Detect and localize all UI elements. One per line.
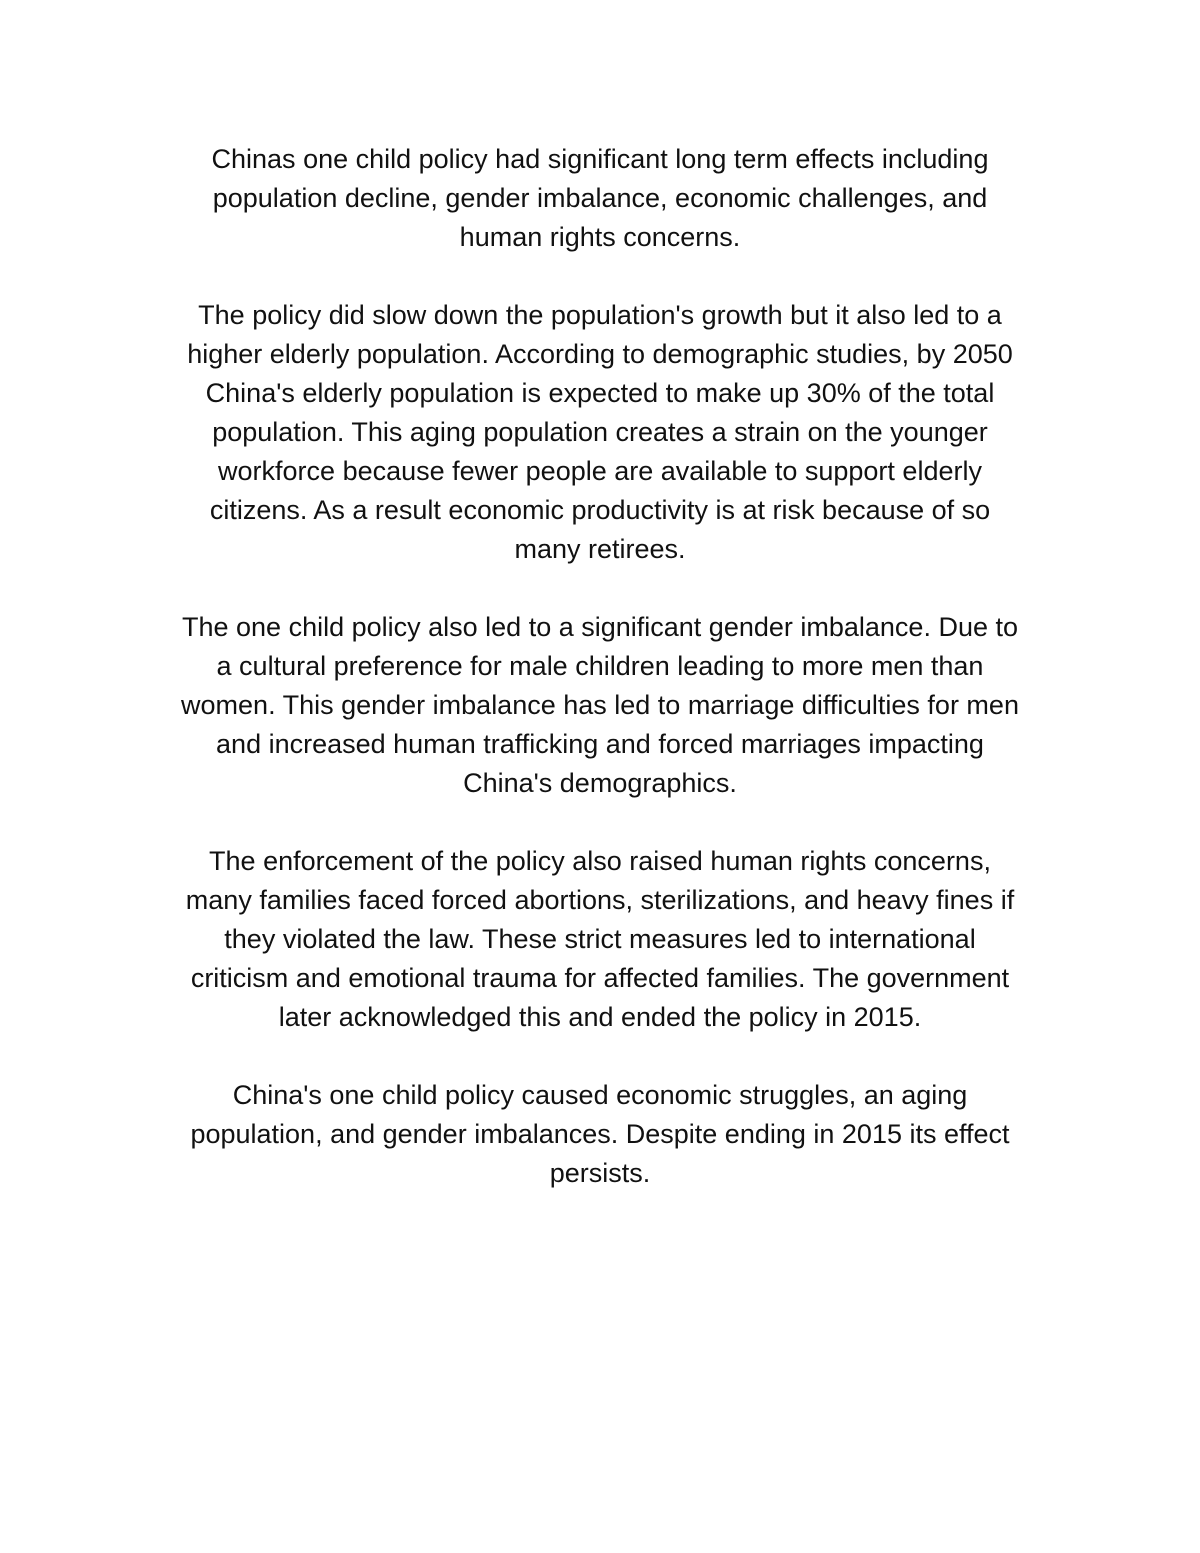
text-line: a cultural preference for male children leading to more men than bbox=[216, 651, 984, 681]
document-body bbox=[130, 140, 1070, 1232]
text-line: later acknowledged this and ended the policy in 2015. bbox=[278, 1002, 922, 1032]
text-line: workforce because fewer people are available to support elderly bbox=[218, 456, 982, 486]
text-line: and increased human trafficking and forced marriages impacting bbox=[216, 729, 984, 759]
paragraph-intro bbox=[130, 140, 1070, 257]
text-line: they violated the law. These strict measures led to international bbox=[224, 924, 976, 954]
paragraph-aging-population bbox=[130, 296, 1070, 569]
text-line: persists. bbox=[549, 1158, 651, 1188]
text-line: The policy did slow down the population's growth but it also led to a bbox=[198, 300, 1002, 330]
paragraph-human-rights bbox=[130, 842, 1070, 1037]
text-line: China's demographics. bbox=[463, 768, 737, 798]
text-line: population decline, gender imbalance, economic challenges, and bbox=[212, 183, 988, 213]
text-line: The one child policy also led to a significant gender imbalance. Due to bbox=[182, 612, 1018, 642]
text-line: human rights concerns. bbox=[459, 222, 741, 252]
text-line: criticism and emotional trauma for affected families. The government bbox=[190, 963, 1010, 993]
text-line: many retirees. bbox=[514, 534, 686, 564]
text-line: population. This aging population creates a strain on the younger bbox=[212, 417, 988, 447]
text-line: women. This gender imbalance has led to marriage difficulties for men bbox=[181, 690, 1019, 720]
text-line: citizens. As a result economic productivity is at risk because of so bbox=[209, 495, 991, 525]
text-line: many families faced forced abortions, sterilizations, and heavy fines if bbox=[185, 885, 1015, 915]
text-line: population, and gender imbalances. Despite ending in 2015 its effect bbox=[190, 1119, 1010, 1149]
text-line: higher elderly population. According to demographic studies, by 2050 bbox=[187, 339, 1013, 369]
text-line: China's one child policy caused economic struggles, an aging bbox=[232, 1080, 968, 1110]
text-line: China's elderly population is expected to make up 30% of the total bbox=[205, 378, 995, 408]
text-line: The enforcement of the policy also raised human rights concerns, bbox=[209, 846, 991, 876]
text-line: Chinas one child policy had significant long term effects including bbox=[211, 144, 989, 174]
paragraph-conclusion bbox=[130, 1076, 1070, 1193]
paragraph-gender-imbalance bbox=[130, 608, 1070, 803]
